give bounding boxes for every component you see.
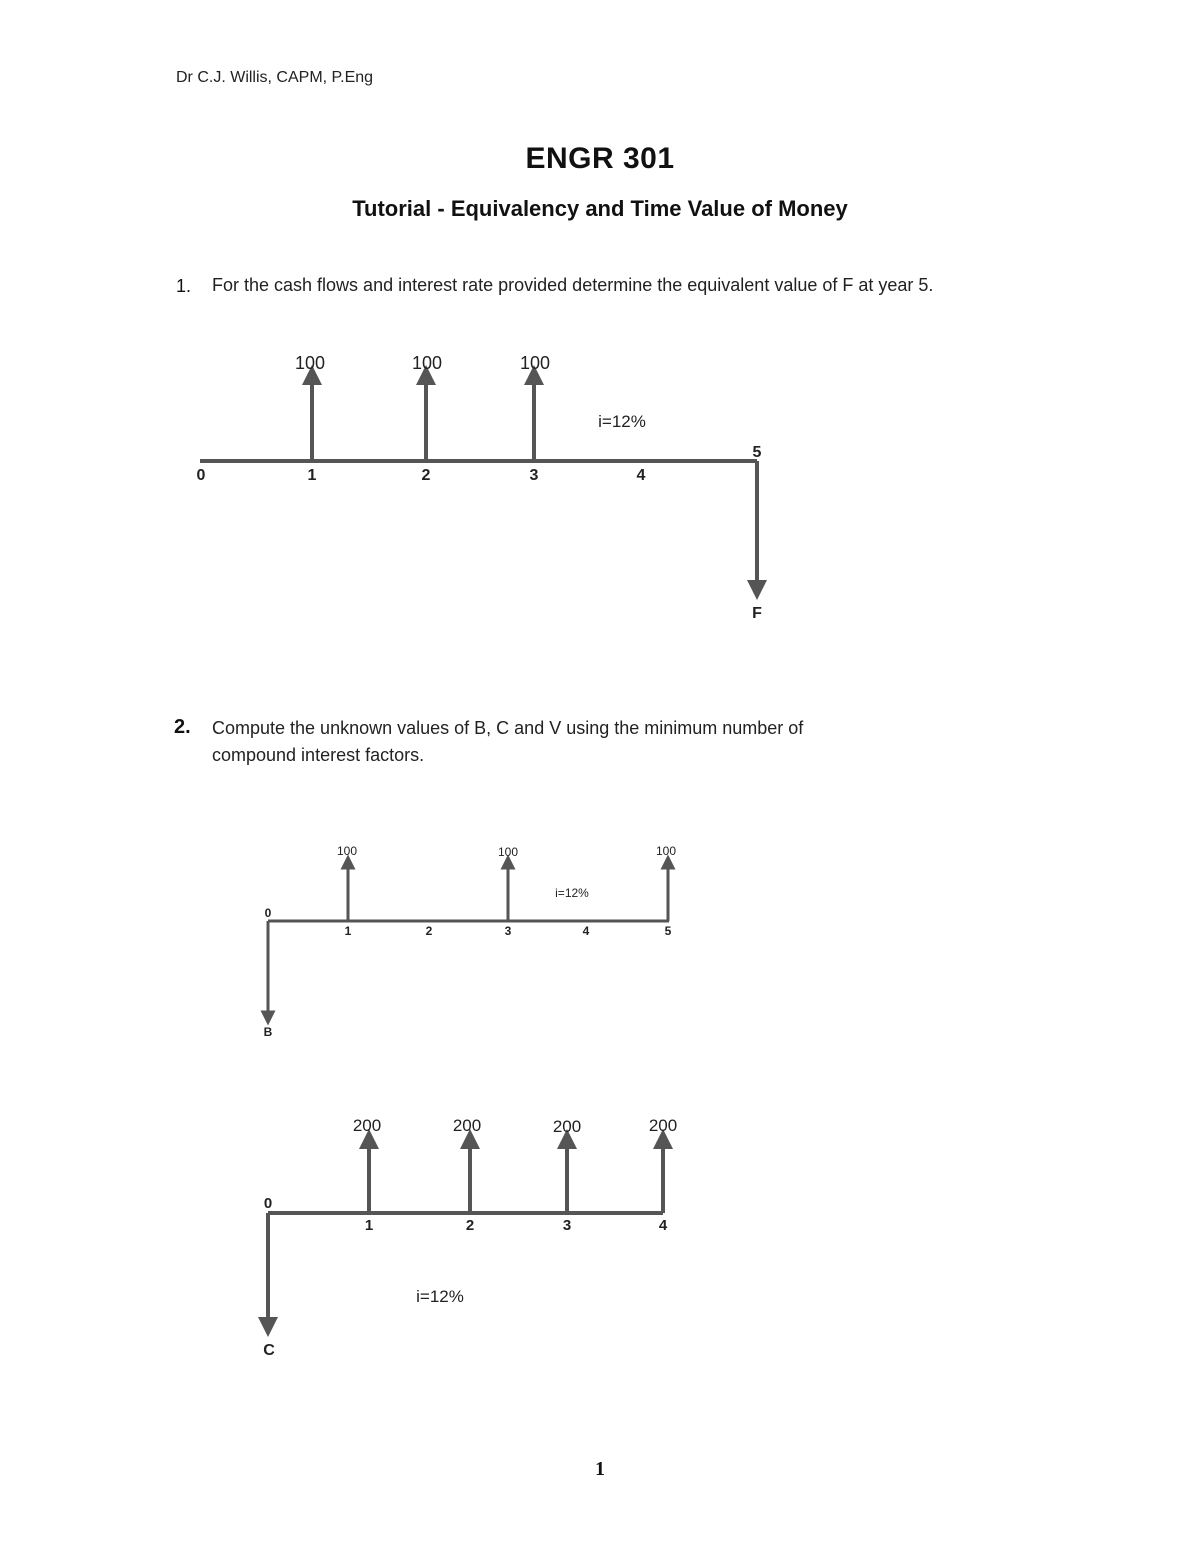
period-label: 4	[636, 467, 646, 484]
diagram-q1	[197, 353, 763, 622]
period-label: 2	[421, 467, 431, 484]
interest-rate-label: i=12%	[416, 1287, 464, 1306]
period-label: 1	[307, 467, 317, 484]
question-1-number: 1.	[176, 276, 192, 296]
inflow-amount: 100	[294, 353, 326, 373]
period-label: 2	[425, 924, 433, 938]
period-label: 4	[582, 924, 590, 938]
question-2-line-1: Compute the unknown values of B, C and V using the minimum number of	[212, 718, 804, 738]
document-title: ENGR 301	[525, 142, 675, 175]
inflow-amount: 100	[336, 844, 358, 858]
period-label: 1	[364, 1217, 374, 1234]
period-label: 3	[562, 1217, 572, 1234]
period-label: 5	[752, 444, 762, 461]
outflow-label: F	[752, 605, 762, 622]
question-2-number: 2.	[174, 716, 191, 738]
question-1-text: For the cash flows and interest rate provided determine the equivalent value of F at year 5.	[212, 275, 934, 295]
inflow-amount: 100	[411, 353, 443, 373]
inflow-amount: 100	[519, 353, 551, 373]
page-number: 1	[595, 1458, 605, 1480]
page-header: Dr C.J. Willis, CAPM, P.Eng	[176, 69, 374, 86]
interest-rate-label: i=12%	[555, 886, 589, 900]
period-label: 0	[196, 467, 206, 484]
inflow-amount: 100	[497, 845, 519, 859]
outflow-label: B	[263, 1025, 273, 1039]
interest-rate-label: i=12%	[598, 412, 646, 431]
period-label: 5	[664, 924, 672, 938]
period-label: 0	[263, 1195, 273, 1212]
inflow-amount: 200	[452, 1116, 482, 1135]
diagram-q2-b	[264, 844, 677, 1039]
document-subtitle: Tutorial - Equivalency and Time Value of Money	[352, 196, 848, 221]
period-label: 0	[264, 906, 272, 920]
inflow-amount: 200	[648, 1116, 678, 1135]
period-label: 3	[504, 924, 512, 938]
question-2-line-2: compound interest factors.	[212, 745, 425, 765]
period-label: 1	[344, 924, 352, 938]
inflow-amount: 200	[352, 1116, 382, 1135]
inflow-amount: 200	[552, 1117, 582, 1136]
inflow-amount: 100	[655, 844, 677, 858]
outflow-label: C	[263, 1342, 275, 1359]
diagram-q2-c	[263, 1116, 677, 1359]
period-label: 3	[529, 467, 539, 484]
period-label: 4	[658, 1217, 668, 1234]
period-label: 2	[465, 1217, 475, 1234]
